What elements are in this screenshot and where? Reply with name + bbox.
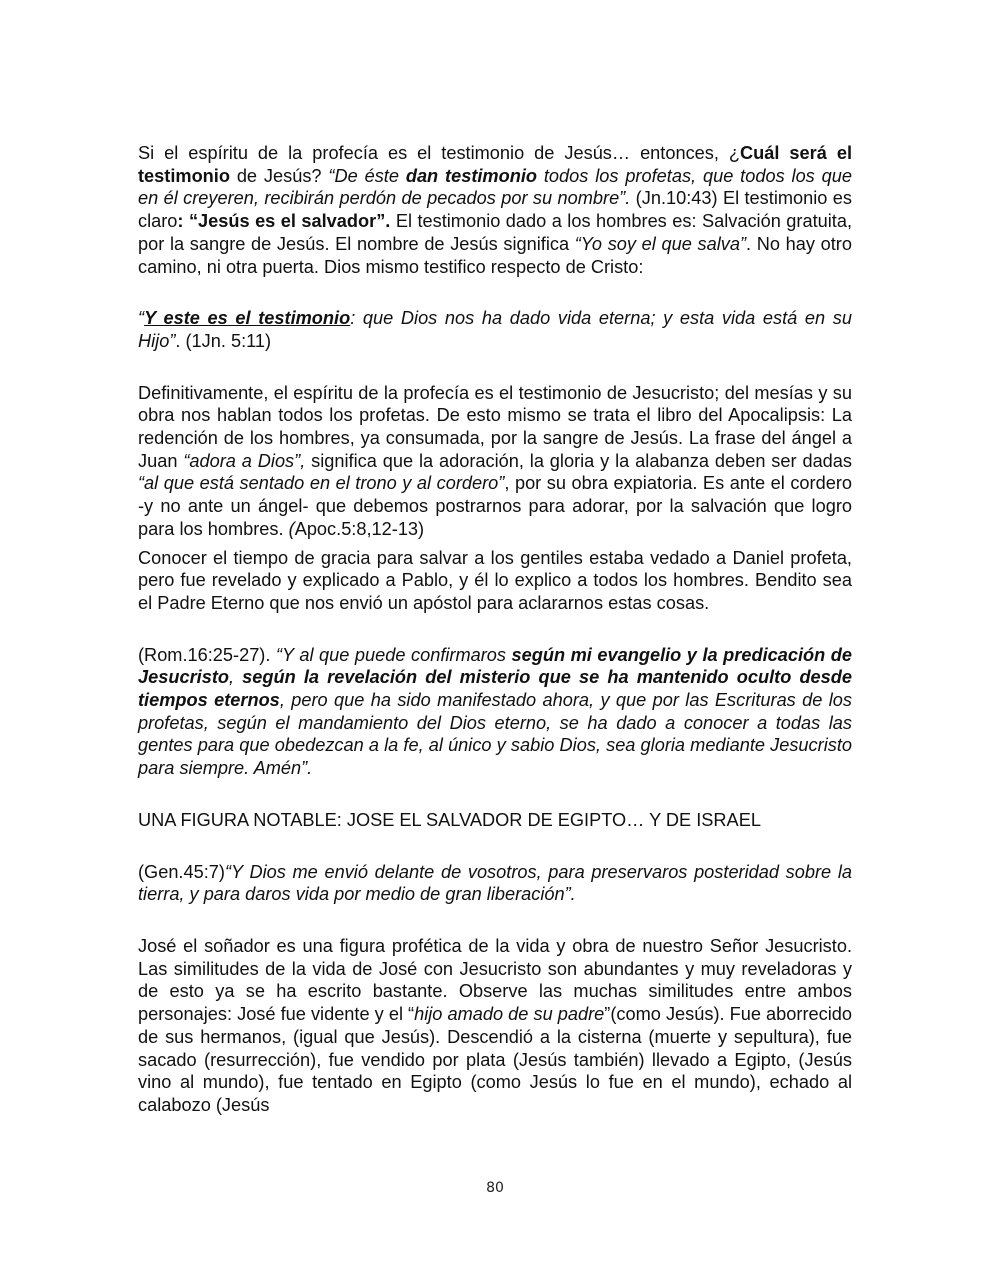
italic-run: , bbox=[228, 667, 243, 688]
text-run: El testimonio dado a los hombres es: Salvación gratuita, por la sangre de Jesús. El nombre de Jesús significa bbox=[138, 211, 853, 254]
text-run: Definitivamente, el espíritu de la profecía es el testimonio de Jesucristo; del mesías y su obra nos hablan todos los profetas. De esto mismo se trata el libro del Apocalipsis: La redención de los hombres, ya consumada, por la sangre de Jesús. La frase del ángel a Juan bbox=[138, 382, 852, 471]
bold-italic-run: según mi evangelio y la predicación de Jesucristo bbox=[138, 644, 852, 688]
bold-italic-run: según la revelación del misterio que se ha mantenido oculto desde tiempos eternos bbox=[138, 667, 853, 711]
italic-run: “Yo soy el que salva” bbox=[574, 233, 747, 254]
text-run: (Jn.10:43) El testimonio es claro bbox=[138, 188, 852, 232]
italic-run: ( bbox=[288, 518, 295, 539]
italic-run: : que Dios nos ha dado vida eterna; y esta vida está en su Hijo” bbox=[138, 308, 853, 351]
italic-run: “ bbox=[138, 308, 145, 329]
bold-italic-underlined-run: Y este es el testimonio bbox=[144, 308, 351, 329]
text-run: . No hay otro camino, ni otra puerta. Dios mismo testifico respecto de Cristo: bbox=[138, 233, 852, 277]
bold-run: : “Jesús es el salvador”. bbox=[177, 211, 391, 232]
paragraph-conocer bbox=[138, 547, 852, 615]
paragraph-rom bbox=[138, 644, 852, 780]
text-run: (Gen.45:7) bbox=[138, 861, 225, 882]
section-heading: UNA FIGURA NOTABLE: JOSE EL SALVADOR DE EGIPTO… Y DE ISRAEL bbox=[138, 809, 761, 830]
page-body bbox=[138, 142, 852, 1117]
text-run: . (1Jn. 5:11) bbox=[175, 330, 272, 351]
bold-italic-run: dan testimonio bbox=[405, 165, 537, 186]
text-run: Si el espíritu de la profecía es el testimonio de Jesús… entonces, ¿ bbox=[138, 143, 741, 163]
text-run: Apoc.5:8,12-13) bbox=[294, 518, 425, 539]
paragraph-gen bbox=[138, 861, 852, 906]
italic-run: “De éste bbox=[328, 165, 406, 186]
paragraph-jose bbox=[138, 935, 852, 1117]
paragraph-quote-1jn bbox=[138, 307, 852, 352]
italic-run: “al que está sentado en el trono y al cordero” bbox=[138, 473, 505, 494]
text-run: de Jesús? bbox=[229, 165, 329, 186]
page-number: 80 bbox=[486, 1180, 504, 1196]
text-run: ”(como Jesús). Fue aborrecido de sus hermanos, (igual que Jesús). Descendió a la cisterna (muerte y sepultura), fue sacado (resurrección), fue vendido por plata (Jesús también) llevado a Egipto, (Jesús vino al mundo), fue tentado en Egipto (como Jesús lo fue en el mundo), echado al calabozo (Jesús bbox=[138, 1004, 852, 1115]
text-run: (Rom.16:25-27). bbox=[138, 644, 276, 665]
italic-run: hijo amado de su padre bbox=[414, 1004, 605, 1025]
italic-run: todos los profetas, que todos los que en él creyeren, recibirán perdón de pecados por su nombre”. bbox=[138, 165, 852, 209]
text-run: José el soñador es una figura profética de la vida y obra de nuestro Señor Jesucristo. Las similitudes de la vida de José con Jesucristo son abundantes y muy reveladoras y de esto ya se ha escrito bastante. Observe las muchas similitudes entre ambos personajes: José fue vidente y el “ bbox=[138, 935, 852, 1025]
paragraph-testimony bbox=[138, 142, 852, 278]
italic-run: , pero que ha sido manifestado ahora, y que por las Escrituras de los profetas, según el mandamiento del Dios eterno, se ha dado a conocer a todas las gentes para que obedezcan a la fe, al único y sabio Dios, sea gloria mediante Jesucristo para siempre. Amén”. bbox=[138, 690, 853, 779]
italic-run: “adora a Dios”, bbox=[183, 450, 306, 471]
text-run: significa que la adoración, la gloria y la alabanza deben ser dadas bbox=[305, 450, 853, 471]
bold-run: Cuál será el testimonio bbox=[138, 143, 852, 186]
italic-run: “Y al que puede confirmaros bbox=[275, 644, 512, 665]
text-run: Conocer el tiempo de gracia para salvar a los gentiles estaba vedado a Daniel profeta, pero fue revelado y explicado a Pablo, y él lo explico a todos los hombres. Bendito sea el Padre Eterno que nos envió un apóstol para aclararnos estas cosas. bbox=[138, 547, 852, 613]
paragraph-definitivamente bbox=[138, 382, 852, 541]
italic-run: “Y Dios me envió delante de vosotros, para preservaros posteridad sobre la tierra, y para daros vida por medio de gran liberación”. bbox=[138, 861, 852, 905]
text-run: , por su obra expiatoria. Es ante el cordero -y no ante un ángel- que debemos postrarnos para adorar, por la salvación que logro para los hombres. bbox=[138, 473, 853, 539]
